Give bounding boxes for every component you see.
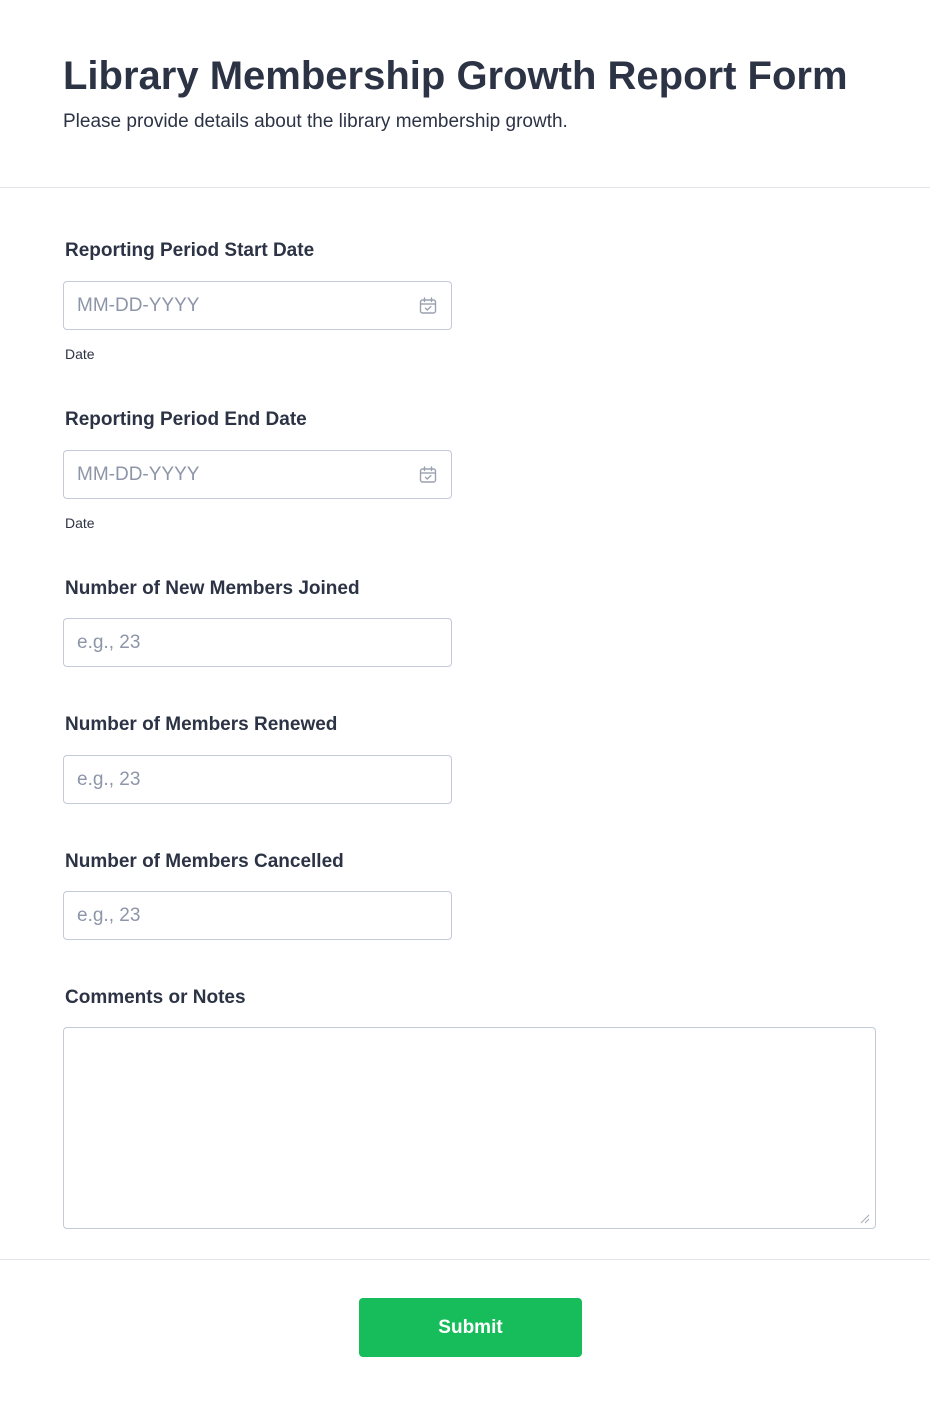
- footer-divider: [0, 1259, 930, 1260]
- end-date-sublabel: Date: [65, 515, 95, 531]
- end-date-label: Reporting Period End Date: [65, 409, 307, 430]
- new-members-label: Number of New Members Joined: [65, 578, 360, 599]
- calendar-icon[interactable]: [418, 296, 438, 316]
- cancelled-members-label: Number of Members Cancelled: [65, 851, 344, 872]
- form-header: [0, 0, 930, 188]
- submit-button[interactable]: Submit: [359, 1298, 582, 1357]
- renewed-members-input[interactable]: [63, 755, 452, 804]
- start-date-sublabel: Date: [65, 346, 95, 362]
- start-date-label: Reporting Period Start Date: [65, 240, 315, 261]
- page-title: Library Membership Growth Report Form: [63, 54, 848, 98]
- new-members-input[interactable]: [63, 618, 452, 667]
- cancelled-members-input[interactable]: [63, 891, 452, 940]
- renewed-members-label: Number of Members Renewed: [65, 714, 338, 735]
- end-date-input[interactable]: [63, 450, 452, 499]
- start-date-input[interactable]: [63, 281, 452, 330]
- resize-handle-icon[interactable]: [858, 1212, 870, 1224]
- comments-label: Comments or Notes: [65, 987, 246, 1008]
- comments-textarea[interactable]: [63, 1027, 876, 1229]
- page-subtitle: Please provide details about the library membership growth.: [63, 111, 568, 132]
- calendar-icon[interactable]: [418, 465, 438, 485]
